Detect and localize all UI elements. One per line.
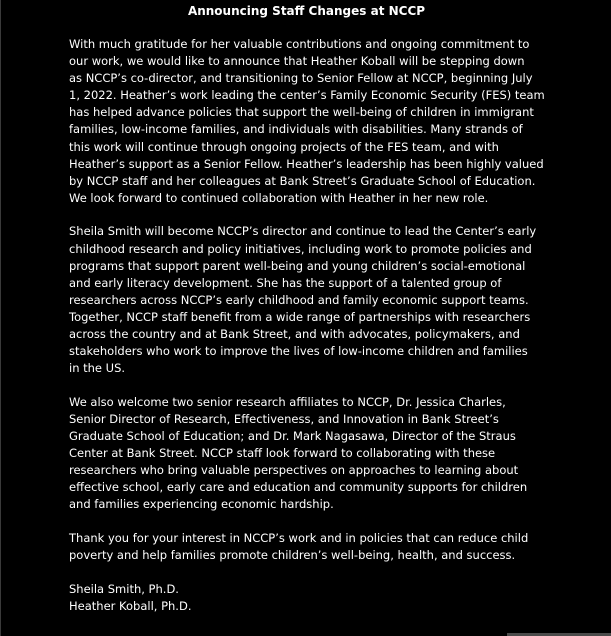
document-title: Announcing Staff Changes at NCCP — [187, 4, 426, 18]
signature-smith: Sheila Smith, Ph.D. — [69, 581, 179, 596]
paragraph-koball-transition: With much gratitude for her valuable contributions and ongoing commitment to our work, we would like to announce that Heather Koball will be stepping down as NCCP’s co-director, and transitioning to Senior Fellow at NCCP, beginning July 1, 2022. Heather’s work leading the center’s Family Economic Security (FES) team has helped advance policies that support the well-being of children in immigrant families, low-income families, and individuals with disabilities. Many strands of this work will continue through ongoing projects of the FES team, and with Heather’s support as a Senior Fellow. Heather’s leadership has been highly valued by NCCP staff and her colleagues at Bank Street’s Graduate School of Education. We look forward to continued collaboration with Heather in her new role. — [69, 37, 545, 205]
document-body — [69, 36, 549, 615]
paragraph-thank-you: Thank you for your interest in NCCP’s work and in policies that can reduce child poverty and help families promote children’s well-being, health, and success. — [69, 530, 529, 563]
signature-koball: Heather Koball, Ph.D. — [69, 598, 192, 613]
paragraph-smith-director: Sheila Smith will become NCCP’s director and continue to lead the Center’s early childhood research and policy initiatives, including work to promote policies and programs that support parent well-being and young children’s social-emotional and early literacy development. She has the support of a talented group of researchers across NCCP’s early childhood and family economic support teams. Together, NCCP staff benefit from a wide range of partnerships with researchers across the country and at Bank Street, and with advocates, policymakers, and stakeholders who work to improve the lives of low-income children and families in the US. — [69, 224, 537, 376]
paragraph-research-affiliates: We also welcome two senior research affiliates to NCCP, Dr. Jessica Charles, Senior Director of Research, Effectiveness, and Innovation in Bank Street’s Graduate School of Education; and Dr. Mark Nagasawa, Director of the Straus Center at Bank Street. NCCP staff look forward to collaborating with these researchers who bring valuable perspectives on approaches to learning about effective school, early care and education and community supports for children and families experiencing economic hardship. — [69, 394, 528, 512]
